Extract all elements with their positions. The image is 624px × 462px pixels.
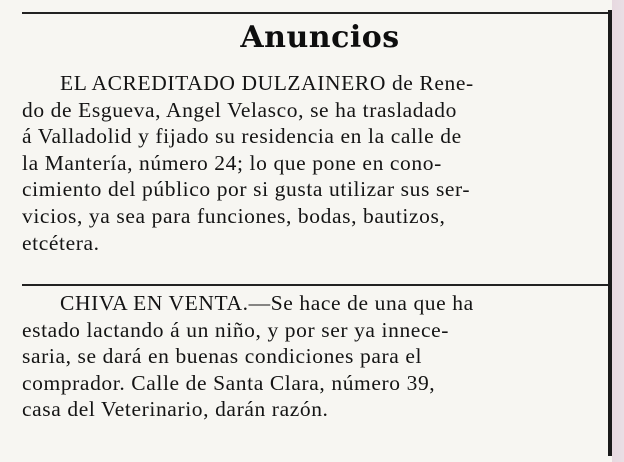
ad-line: do de Esgueva, Angel Velasco, se ha trasladado (22, 97, 457, 122)
ad-line: la Mantería, número 24; lo que pone en cono- (22, 150, 442, 175)
ad-line: cimiento del público por si gusta utilizar sus ser- (22, 177, 471, 202)
ad-line: estado lactando á un niño, y por ser ya innece- (22, 317, 449, 342)
ad-line: casa del Veterinario, darán razón. (22, 397, 329, 422)
top-rule (22, 12, 612, 14)
advertisement-dulzainero (22, 70, 622, 256)
advertisement-chiva (22, 290, 622, 423)
ad-line: á Valladolid y fijado su residencia en la calle de (22, 124, 462, 149)
ad-line: saria, se dará en buenas condiciones para el (22, 344, 423, 369)
section-divider (22, 284, 612, 286)
ad-line: EL ACREDITADO DULZAINERO de Rene- (60, 71, 474, 95)
page-edge (612, 0, 624, 462)
ad-line: comprador. Calle de Santa Clara, número 39, (22, 370, 436, 395)
page-title: Anuncios (240, 20, 400, 55)
ad-line: CHIVA EN VENTA.—Se hace de una que ha (60, 291, 474, 315)
ad-line: vicios, ya sea para funciones, bodas, bautizos, (22, 203, 446, 228)
ad-line: etcétera. (22, 230, 100, 255)
